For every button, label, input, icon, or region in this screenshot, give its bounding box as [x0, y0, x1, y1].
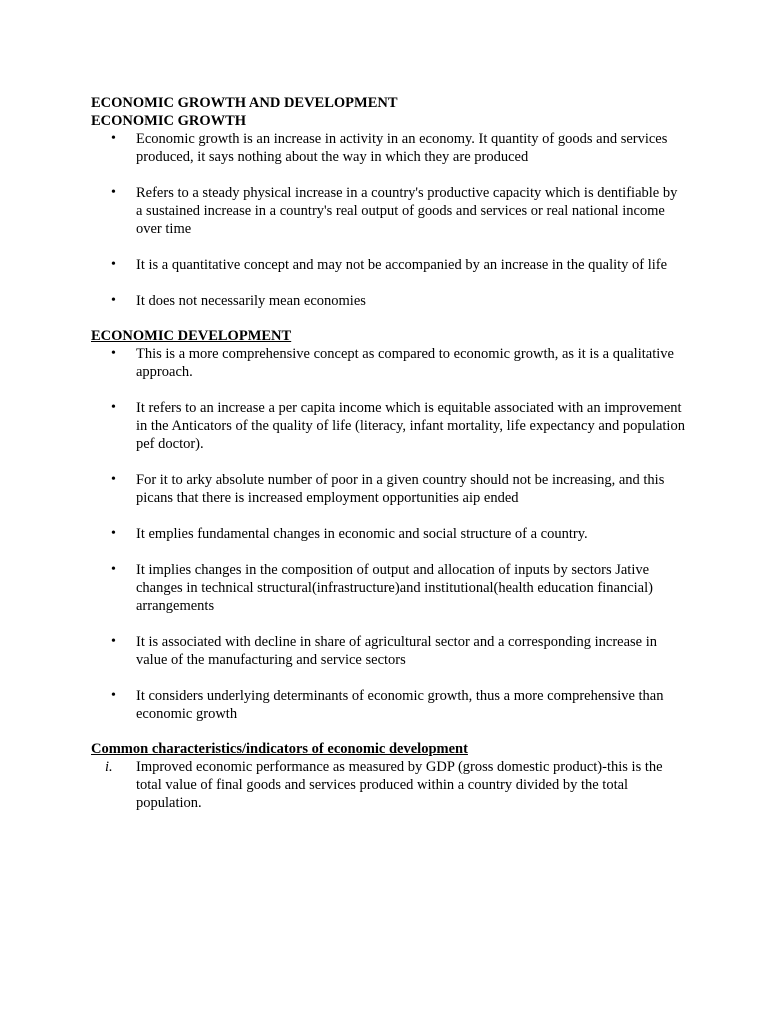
bullet-icon: •: [111, 346, 116, 361]
list-item: [91, 633, 687, 669]
bullet-icon: •: [111, 131, 116, 146]
list-item: [91, 292, 687, 310]
list-item: [91, 345, 687, 381]
section-heading-characteristics: Common characteristics/indicators of economic development: [91, 741, 468, 757]
list-item: [91, 471, 687, 507]
list-item-text: It is associated with decline in share of agricultural sector and a corresponding increase in value of the manufacturing and service sectors: [136, 634, 658, 668]
bullet-icon: •: [111, 257, 116, 272]
list-marker: i.: [105, 759, 113, 775]
list-item: [91, 130, 687, 166]
list-item-text: Economic growth is an increase in activity in an economy. It quantity of goods and services produced, it says nothing about the way in which they are produced: [136, 131, 668, 165]
list-item-text: It considers underlying determinants of economic growth, thus a more comprehensive than economic growth: [136, 688, 664, 722]
list-item-text: This is a more comprehensive concept as compared to economic growth, as it is a qualitative approach.: [136, 346, 674, 380]
bullet-icon: •: [111, 634, 116, 649]
list-item-text: Improved economic performance as measured by GDP (gross domestic product)-this is the total value of final goods and services produced within a country divided by the total population.: [136, 759, 663, 811]
bullet-icon: •: [111, 688, 116, 703]
bullet-icon: •: [111, 472, 116, 487]
list-item-text: For it to arky absolute number of poor in a given country should not be increasing, and this picans that there is increased employment opportunities aip ended: [136, 472, 665, 506]
list-item-text: It does not necessarily mean economies: [136, 293, 366, 309]
economic-development-list: [91, 345, 687, 723]
bullet-icon: •: [111, 562, 116, 577]
section-heading-economic-development: ECONOMIC DEVELOPMENT: [91, 328, 292, 344]
list-item-text: It implies changes in the composition of output and allocation of inputs by sectors Jative changes in technical structural(infrastructure)and institutional(health education financial) arrangements: [136, 562, 653, 614]
list-item-text: Refers to a steady physical increase in a country's productive capacity which is dentifiable by a sustained increase in a country's real output of goods and services or real national income over time: [136, 185, 678, 237]
bullet-icon: •: [111, 185, 116, 200]
document-page: [91, 94, 687, 812]
list-item: [91, 561, 687, 615]
bullet-icon: •: [111, 293, 116, 308]
list-item-text: It is a quantitative concept and may not be accompanied by an increase in the quality of life: [136, 257, 668, 273]
section-heading-economic-growth: ECONOMIC GROWTH: [91, 113, 247, 129]
list-item: [91, 256, 687, 274]
economic-growth-list: [91, 130, 687, 310]
bullet-icon: •: [111, 526, 116, 541]
document-title: ECONOMIC GROWTH AND DEVELOPMENT: [91, 95, 398, 111]
bullet-icon: •: [111, 400, 116, 415]
list-item: [91, 525, 687, 543]
characteristics-list: [91, 758, 687, 812]
list-item: [91, 758, 687, 812]
list-item: [91, 399, 687, 453]
list-item-text: It emplies fundamental changes in economic and social structure of a country.: [136, 526, 588, 542]
list-item-text: It refers to an increase a per capita income which is equitable associated with an improvement in the Anticators of the quality of life (literacy, infant mortality, life expectancy and population pef doctor).: [136, 400, 685, 452]
list-item: [91, 687, 687, 723]
list-item: [91, 184, 687, 238]
